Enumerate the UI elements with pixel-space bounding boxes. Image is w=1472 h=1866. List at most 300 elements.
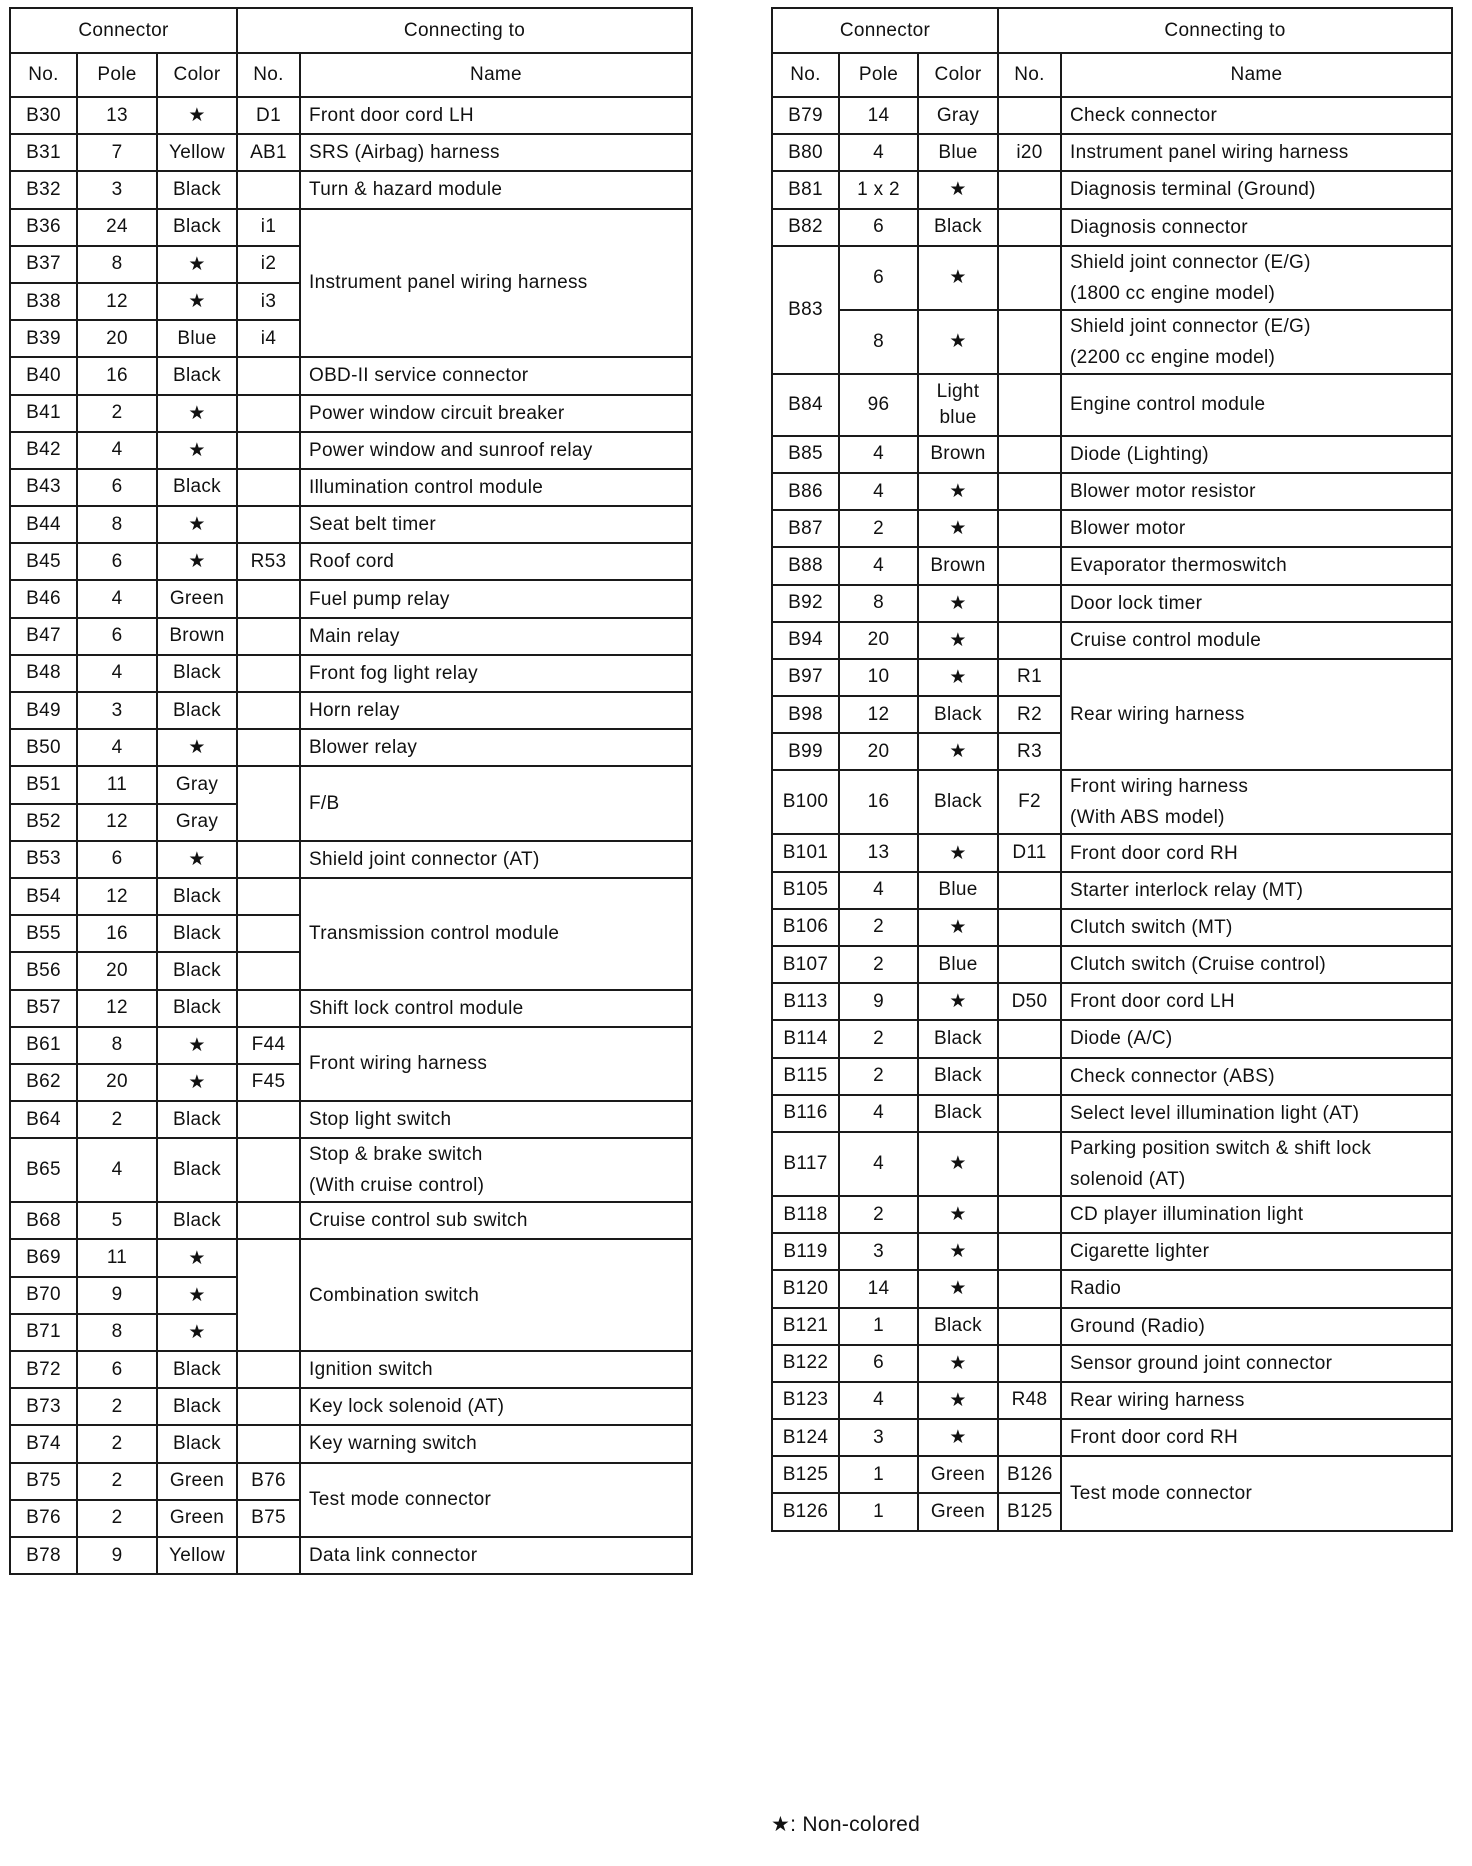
- connector-no-cell: B126: [772, 1493, 839, 1530]
- color-cell: Black: [157, 655, 237, 692]
- connector-no-cell: B56: [10, 952, 77, 989]
- connecting-no-cell: [237, 432, 300, 469]
- connecting-no-cell: [237, 357, 300, 394]
- pole-cell: 1 x 2: [839, 171, 918, 208]
- color-cell: ★: [918, 983, 998, 1020]
- pole-cell: 3: [77, 692, 157, 729]
- pole-cell: 20: [77, 952, 157, 989]
- pole-cell: 8: [77, 1314, 157, 1351]
- table-row: [772, 510, 1452, 547]
- connecting-name-cell: Shift lock control module: [300, 990, 692, 1027]
- color-cell: Green: [918, 1456, 998, 1493]
- table-row: [10, 395, 692, 432]
- color-cell: Green: [157, 1500, 237, 1537]
- pole-cell: 2: [839, 1058, 918, 1095]
- connector-no-cell: B105: [772, 872, 839, 909]
- connecting-name-cell: Data link connector: [300, 1537, 692, 1574]
- connector-no-cell: B62: [10, 1064, 77, 1101]
- connecting-name-cell: Key lock solenoid (AT): [300, 1388, 692, 1425]
- connector-no-cell: B47: [10, 618, 77, 655]
- connector-no-cell: B49: [10, 692, 77, 729]
- connecting-no-cell: [237, 1388, 300, 1425]
- table-row: [772, 622, 1452, 659]
- table-row: [772, 1270, 1452, 1307]
- connecting-name-cell: Ground (Radio): [1061, 1308, 1452, 1345]
- color-cell: Black: [157, 1351, 237, 1388]
- connecting-no-cell: i1: [237, 209, 300, 246]
- color-cell: ★: [918, 659, 998, 696]
- pole-cell: 2: [839, 1196, 918, 1233]
- connector-no-cell: B43: [10, 469, 77, 506]
- connector-no-cell: B78: [10, 1537, 77, 1574]
- connector-no-cell: B68: [10, 1202, 77, 1239]
- pole-cell: 8: [839, 585, 918, 622]
- connecting-to-group-header: Connecting to: [237, 8, 692, 53]
- connecting-name-cell: Horn relay: [300, 692, 692, 729]
- connecting-name-cell: Starter interlock relay (MT): [1061, 872, 1452, 909]
- connecting-name-cell: Power window circuit breaker: [300, 395, 692, 432]
- pole-cell: 3: [839, 1233, 918, 1270]
- connector-no-cell: B31: [10, 134, 77, 171]
- color-cell: ★: [918, 909, 998, 946]
- connecting-no-cell: [998, 1132, 1061, 1196]
- connector-no-cell: B83: [772, 246, 839, 374]
- color-cell: Black: [918, 1020, 998, 1057]
- color-cell: Green: [157, 580, 237, 617]
- pole-cell: 20: [77, 320, 157, 357]
- table-row: [10, 1388, 692, 1425]
- connector-no-cell: B124: [772, 1419, 839, 1456]
- color-cell: Yellow: [157, 1537, 237, 1574]
- connector-no-cell: B118: [772, 1196, 839, 1233]
- connecting-no-cell: [998, 209, 1061, 246]
- pole-cell: 2: [77, 1425, 157, 1462]
- connector-no-cell: B115: [772, 1058, 839, 1095]
- color-cell: ★: [918, 510, 998, 547]
- connecting-no-cell: R53: [237, 543, 300, 580]
- connecting-name-cell: Instrument panel wiring harness: [1061, 134, 1452, 171]
- connecting-name-cell: Select level illumination light (AT): [1061, 1095, 1452, 1132]
- name-column-header: Name: [1061, 53, 1452, 97]
- table-row: [772, 1419, 1452, 1456]
- no-column-header: No.: [10, 53, 77, 97]
- connector-no-cell: B117: [772, 1132, 839, 1196]
- table-row: [10, 1027, 692, 1064]
- connecting-no-cell: D1: [237, 97, 300, 134]
- connector-no-cell: B55: [10, 915, 77, 952]
- connecting-no-cell: [998, 97, 1061, 134]
- connecting-name-cell: Door lock timer: [1061, 585, 1452, 622]
- pole-cell: 12: [77, 283, 157, 320]
- connecting-no-cell: [998, 1095, 1061, 1132]
- connector-no-cell: B32: [10, 171, 77, 208]
- connecting-name-cell: Cigarette lighter: [1061, 1233, 1452, 1270]
- color-cell: Black: [157, 915, 237, 952]
- pole-cell: 9: [839, 983, 918, 1020]
- connector-no-cell: B100: [772, 770, 839, 834]
- color-cell: Black: [157, 1138, 237, 1202]
- color-cell: ★: [157, 1239, 237, 1276]
- table-row: [10, 506, 692, 543]
- pole-cell: 4: [839, 134, 918, 171]
- pole-cell: 5: [77, 1202, 157, 1239]
- connecting-no-cell: [998, 1419, 1061, 1456]
- connector-no-cell: B123: [772, 1382, 839, 1419]
- connecting-no-cell: [237, 655, 300, 692]
- connecting-no-cell: i3: [237, 283, 300, 320]
- table-row: [10, 878, 692, 915]
- pole-cell: 4: [839, 1095, 918, 1132]
- pole-cell: 3: [77, 171, 157, 208]
- pole-cell: 2: [839, 510, 918, 547]
- connector-no-cell: B121: [772, 1308, 839, 1345]
- pole-cell: 1: [839, 1493, 918, 1530]
- color-cell: ★: [918, 1132, 998, 1196]
- color-cell: Blue: [918, 872, 998, 909]
- connector-no-cell: B106: [772, 909, 839, 946]
- table-row: [10, 841, 692, 878]
- pole-cell: 6: [839, 1345, 918, 1382]
- table-row: [10, 618, 692, 655]
- connecting-no-cell: [998, 585, 1061, 622]
- color-cell: Green: [157, 1463, 237, 1500]
- connecting-no-cell: i4: [237, 320, 300, 357]
- connecting-name-cell: [1061, 1132, 1452, 1196]
- table-row: [772, 909, 1452, 946]
- pole-cell: 11: [77, 766, 157, 803]
- connecting-name-cell: Front door cord LH: [1061, 983, 1452, 1020]
- color-cell: ★: [157, 1064, 237, 1101]
- table-row: [772, 1308, 1452, 1345]
- connector-no-cell: B61: [10, 1027, 77, 1064]
- connecting-no-cell: R2: [998, 696, 1061, 733]
- connecting-no-cell: [237, 506, 300, 543]
- name2-line: solenoid (AT): [1070, 1168, 1186, 1190]
- connecting-name-cell: Front wiring harness: [300, 1027, 692, 1101]
- connecting-no-cell: [237, 1138, 300, 1202]
- table-row: [10, 692, 692, 729]
- color-cell: Black: [157, 1101, 237, 1138]
- pole-cell: 16: [77, 915, 157, 952]
- connecting-name-cell: Seat belt timer: [300, 506, 692, 543]
- color-cell: Black: [157, 878, 237, 915]
- connecting-name-cell: Diagnosis connector: [1061, 209, 1452, 246]
- table-row: [10, 766, 692, 803]
- pole-cell: 2: [77, 1388, 157, 1425]
- connecting-no-cell: [237, 878, 300, 915]
- table-row: [772, 1058, 1452, 1095]
- pole-cell: 6: [77, 841, 157, 878]
- connecting-no-cell: [237, 692, 300, 729]
- color-cell: ★: [157, 841, 237, 878]
- name2-line: (With ABS model): [1070, 807, 1225, 829]
- connector-no-cell: B82: [772, 209, 839, 246]
- connecting-no-cell: D50: [998, 983, 1061, 1020]
- color-cell: Black: [918, 696, 998, 733]
- pole-cell: 6: [839, 209, 918, 246]
- color-cell: Gray: [918, 97, 998, 134]
- color-cell: ★: [157, 432, 237, 469]
- pole-cell: 4: [839, 436, 918, 473]
- table-row: [772, 659, 1452, 696]
- color-cell: Black: [157, 469, 237, 506]
- connector-no-cell: B69: [10, 1239, 77, 1276]
- color-cell: ★: [918, 1270, 998, 1307]
- connector-no-cell: B94: [772, 622, 839, 659]
- color-cell: Black: [918, 1058, 998, 1095]
- color-line: Light: [936, 380, 980, 402]
- connecting-no-cell: [998, 473, 1061, 510]
- table-row: [772, 770, 1452, 834]
- connecting-name-cell: Test mode connector: [300, 1463, 692, 1537]
- connecting-name-cell: Stop light switch: [300, 1101, 692, 1138]
- connector-no-cell: B92: [772, 585, 839, 622]
- table-row: [772, 1456, 1452, 1493]
- connecting-no-cell: [998, 946, 1061, 983]
- connector-no-cell: B120: [772, 1270, 839, 1307]
- connecting-no-cell: D11: [998, 834, 1061, 871]
- table-row: [772, 1233, 1452, 1270]
- connecting-no-cell: R48: [998, 1382, 1061, 1419]
- connector-no-cell: B87: [772, 510, 839, 547]
- color-cell: ★: [918, 310, 998, 374]
- connecting-name-cell: Blower relay: [300, 729, 692, 766]
- pole-cell: 3: [839, 1419, 918, 1456]
- table-row: [10, 1537, 692, 1574]
- connecting-no-cell: F2: [998, 770, 1061, 834]
- connecting-no-cell: [998, 171, 1061, 208]
- name-line: Front wiring harness: [1070, 776, 1249, 798]
- no-column-header: No.: [772, 53, 839, 97]
- connector-no-cell: B99: [772, 733, 839, 770]
- connector-no-cell: B71: [10, 1314, 77, 1351]
- name-line: Shield joint connector (E/G): [1070, 315, 1311, 337]
- color-cell: ★: [157, 543, 237, 580]
- connecting-no-cell: B76: [237, 1463, 300, 1500]
- connecting-name-cell: Engine control module: [1061, 374, 1452, 436]
- color-cell: Brown: [918, 436, 998, 473]
- color-cell: ★: [918, 1345, 998, 1382]
- connector-no-cell: B46: [10, 580, 77, 617]
- connecting-no-cell: [998, 1233, 1061, 1270]
- name-column-header: Name: [300, 53, 692, 97]
- table-row: [10, 209, 692, 246]
- to-no-column-header: No.: [237, 53, 300, 97]
- pole-cell: 12: [77, 804, 157, 841]
- pole-cell: 96: [839, 374, 918, 436]
- connector-no-cell: B45: [10, 543, 77, 580]
- connector-no-cell: B41: [10, 395, 77, 432]
- left-connector-table: [9, 7, 693, 1575]
- color-cell: Black: [157, 952, 237, 989]
- table-row: [772, 1196, 1452, 1233]
- connector-no-cell: B30: [10, 97, 77, 134]
- table-row: [10, 469, 692, 506]
- pole-cell: 13: [839, 834, 918, 871]
- table-row: [10, 543, 692, 580]
- connecting-no-cell: [237, 1351, 300, 1388]
- connecting-no-cell: [998, 1058, 1061, 1095]
- connecting-name-cell: Cruise control sub switch: [300, 1202, 692, 1239]
- pole-cell: 8: [839, 310, 918, 374]
- connecting-no-cell: [998, 1196, 1061, 1233]
- connector-no-cell: B75: [10, 1463, 77, 1500]
- connector-no-cell: B97: [772, 659, 839, 696]
- color-cell: ★: [157, 283, 237, 320]
- pole-cell: 10: [839, 659, 918, 696]
- table-row: [10, 1425, 692, 1462]
- color-cell: Black: [157, 209, 237, 246]
- connecting-name-cell: Turn & hazard module: [300, 171, 692, 208]
- connector-no-cell: B73: [10, 1388, 77, 1425]
- connector-no-cell: B116: [772, 1095, 839, 1132]
- color-cell: ★: [157, 506, 237, 543]
- connecting-no-cell: [998, 872, 1061, 909]
- connecting-name-cell: Clutch switch (Cruise control): [1061, 946, 1452, 983]
- pole-cell: 2: [77, 1463, 157, 1500]
- connecting-name-cell: Cruise control module: [1061, 622, 1452, 659]
- connector-no-cell: B101: [772, 834, 839, 871]
- color-cell: Black: [918, 770, 998, 834]
- connecting-name-cell: Front door cord LH: [300, 97, 692, 134]
- table-row: [10, 432, 692, 469]
- color-cell: Gray: [157, 804, 237, 841]
- name-line: Stop & brake switch: [309, 1144, 483, 1166]
- connecting-name-cell: Shield joint connector (AT): [300, 841, 692, 878]
- name-line: Parking position switch & shift lock: [1070, 1137, 1372, 1159]
- pole-cell: 1: [839, 1456, 918, 1493]
- connector-no-cell: B52: [10, 804, 77, 841]
- color-cell: ★: [918, 473, 998, 510]
- table-row: [10, 1138, 692, 1202]
- pole-cell: 16: [77, 357, 157, 394]
- pole-cell: 4: [839, 872, 918, 909]
- connecting-no-cell: B126: [998, 1456, 1061, 1493]
- color-cell: Blue: [918, 946, 998, 983]
- connecting-name-cell: Main relay: [300, 618, 692, 655]
- name-line: Shield joint connector (E/G): [1070, 251, 1311, 273]
- color-cell: ★: [918, 834, 998, 871]
- color-cell: ★: [918, 585, 998, 622]
- color-cell: Yellow: [157, 134, 237, 171]
- connector-no-cell: B98: [772, 696, 839, 733]
- connecting-no-cell: [237, 915, 300, 952]
- connecting-name-cell: Front door cord RH: [1061, 834, 1452, 871]
- connector-no-cell: B44: [10, 506, 77, 543]
- color-column-header: Color: [157, 53, 237, 97]
- name2-line: (2200 cc engine model): [1070, 346, 1276, 368]
- connecting-name-cell: Illumination control module: [300, 469, 692, 506]
- connecting-name-cell: Test mode connector: [1061, 1456, 1452, 1530]
- connecting-no-cell: [237, 990, 300, 1027]
- pole-cell: 20: [839, 622, 918, 659]
- connecting-name-cell: [300, 1138, 692, 1202]
- connecting-no-cell: F44: [237, 1027, 300, 1064]
- connecting-no-cell: B75: [237, 1500, 300, 1537]
- pole-cell: 9: [77, 1277, 157, 1314]
- connecting-name-cell: Diode (Lighting): [1061, 436, 1452, 473]
- pole-cell: 24: [77, 209, 157, 246]
- table-row: [10, 134, 692, 171]
- connecting-no-cell: [237, 469, 300, 506]
- table-row: [10, 97, 692, 134]
- color-cell: ★: [918, 171, 998, 208]
- connecting-no-cell: [998, 547, 1061, 584]
- color-cell: Brown: [918, 547, 998, 584]
- connector-no-cell: B85: [772, 436, 839, 473]
- legend-note: ★: Non-colored: [771, 1813, 921, 1836]
- color-cell: Black: [157, 692, 237, 729]
- connecting-no-cell: i2: [237, 246, 300, 283]
- connector-no-cell: B65: [10, 1138, 77, 1202]
- connector-no-cell: B114: [772, 1020, 839, 1057]
- connector-no-cell: B48: [10, 655, 77, 692]
- table-row: [10, 1101, 692, 1138]
- table-row: [772, 374, 1452, 436]
- connecting-no-cell: [237, 1202, 300, 1239]
- table-row: [772, 1382, 1452, 1419]
- pole-cell: 2: [839, 1020, 918, 1057]
- color-cell: Black: [157, 357, 237, 394]
- connecting-name-cell: Combination switch: [300, 1239, 692, 1351]
- right-connector-table: [771, 7, 1453, 1532]
- pole-cell: 6: [77, 618, 157, 655]
- table-row: [10, 1239, 692, 1276]
- color-cell: ★: [918, 246, 998, 310]
- connector-no-cell: B37: [10, 246, 77, 283]
- table-row: [10, 1351, 692, 1388]
- connecting-no-cell: [998, 310, 1061, 374]
- connecting-name-cell: OBD-II service connector: [300, 357, 692, 394]
- connecting-no-cell: B125: [998, 1493, 1061, 1530]
- connecting-name-cell: Power window and sunroof relay: [300, 432, 692, 469]
- pole-cell: 12: [77, 990, 157, 1027]
- pole-cell: 2: [839, 946, 918, 983]
- table-row: [772, 97, 1452, 134]
- pole-cell: 1: [839, 1308, 918, 1345]
- table-row: [772, 134, 1452, 171]
- pole-cell: 8: [77, 506, 157, 543]
- table-row: [10, 171, 692, 208]
- pole-cell: 4: [839, 1132, 918, 1196]
- connector-no-cell: B119: [772, 1233, 839, 1270]
- connecting-no-cell: R3: [998, 733, 1061, 770]
- connecting-name-cell: Transmission control module: [300, 878, 692, 990]
- table-row: [772, 246, 1452, 310]
- connector-no-cell: B36: [10, 209, 77, 246]
- connecting-name-cell: [1061, 770, 1452, 834]
- connecting-name-cell: [1061, 246, 1452, 310]
- connecting-name-cell: Rear wiring harness: [1061, 659, 1452, 771]
- pole-cell: 20: [839, 733, 918, 770]
- table-row: [772, 310, 1452, 374]
- connecting-no-cell: [998, 1020, 1061, 1057]
- connecting-name-cell: Evaporator thermoswitch: [1061, 547, 1452, 584]
- connector-no-cell: B64: [10, 1101, 77, 1138]
- color-cell: Black: [918, 209, 998, 246]
- pole-cell: 4: [839, 473, 918, 510]
- connecting-no-cell: [998, 622, 1061, 659]
- connector-no-cell: B74: [10, 1425, 77, 1462]
- connector-no-cell: B122: [772, 1345, 839, 1382]
- color-cell: ★: [157, 1277, 237, 1314]
- connecting-name-cell: Instrument panel wiring harness: [300, 209, 692, 358]
- connector-no-cell: B76: [10, 1500, 77, 1537]
- connecting-name-cell: Fuel pump relay: [300, 580, 692, 617]
- connecting-no-cell: [237, 1239, 300, 1351]
- connecting-name-cell: Ignition switch: [300, 1351, 692, 1388]
- connecting-name-cell: Front fog light relay: [300, 655, 692, 692]
